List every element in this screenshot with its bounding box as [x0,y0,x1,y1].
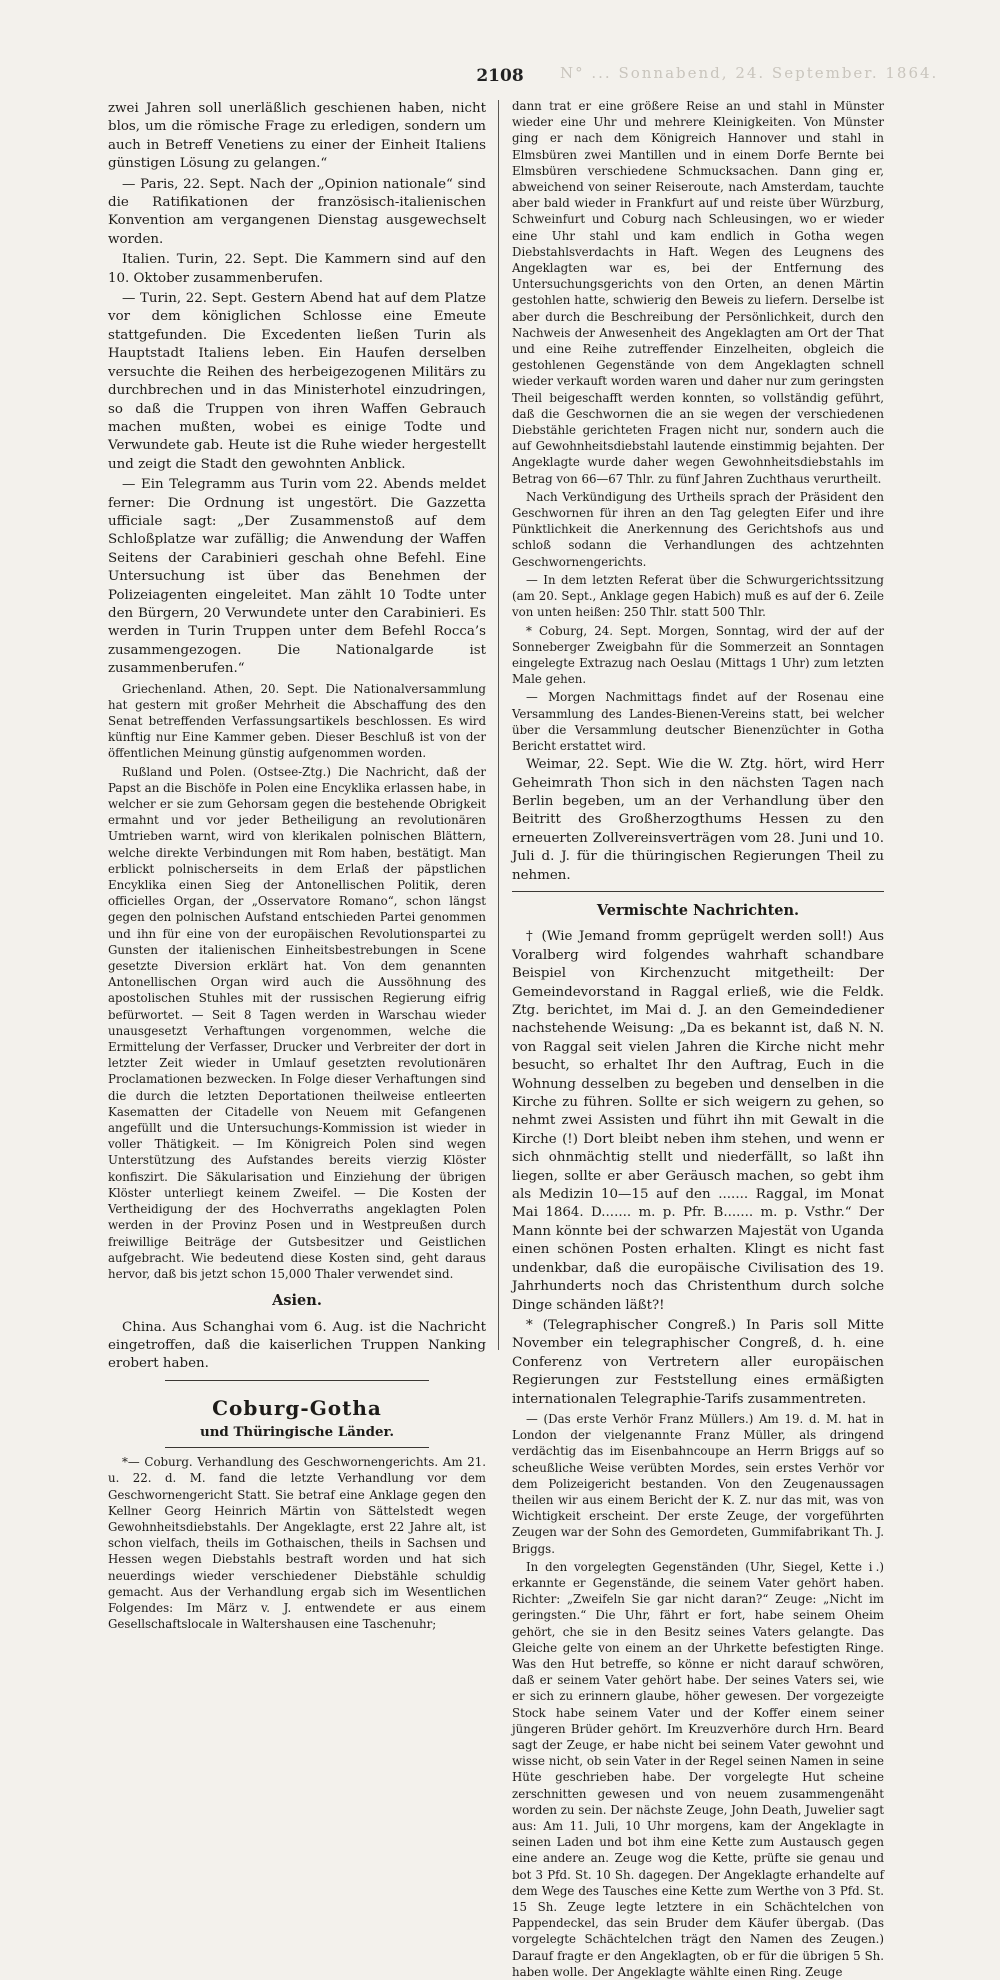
masthead-subtitle: und Thüringische Länder. [199,1423,395,1440]
article-bienen-verein: — Morgen Nachmittags findet auf der Rosenau eine Versammlung des Landes-Bienen-Vereins statt, bei welcher über die Versammlung deutscher Bienenzüchter in Gotha Bericht erstattet wird. [512,690,884,753]
article-raggal: † (Wie Jemand fromm geprügelt werden soll!) Aus Voralberg wird folgendes wahrhaft schandbare Beispiel von Kirchenzucht mitgetheilt: Der Gemeindevorstand in Raggal erließ, wie die Feldk. Ztg. berichtet, im Mai d. J. an den Gemeindediener nachstehende Weisung: „Da es bekannt ist, daß N. N. von Raggal seit vielen Jahren die Kirche nicht mehr besucht, so erhaltet Ihr den Auftrag, Euch in die Wohnung desselben zu begeben und denselben in die Kirche zu führen. Sollte er sich weigern zu gehen, so nehmt zwei Assisten und führt ihn mit Gewalt in die Kirche (!) Dort bleibt neben ihm stehen, und wenn er sich ohnmächtig stellt und niederfällt, so laßt ihn liegen, sollte er aber Geräusch machen, so gebt ihm als Medizin 10—15 auf den ....... Raggal, im Monat Mai 1864. D....... m. p. Pfr. B....... m. p. Vsthr.“ Der Mann könnte bei der schwarzen Majestät von Uganda einen schönen Posten erhalten. Klingt es nicht fast undenkbar, daß die europäische Civilisation des 19. Jahrhunderts noch das Christenthum durch solche Dinge schänden läßt?! [512,929,884,1313]
masthead-coburg-gotha: Coburg-Gotha [212,1395,382,1420]
section-heading-vermischte: Vermischte Nachrichten. [596,901,800,919]
divider [512,891,884,892]
article-coburg-court-cont: dann trat er eine größere Reise an und stahl in Münster wieder eine Uhr und mehrere Kleinigkeiten. Von Münster ging er nach dem Königreich Hannover und stahl in Elmsbüren zwei Mantillen und in einem Dorfe Bernte bei Elmsbüren verschiedene Schmucksachen. Dann ging er, abweichend von seiner Reiseroute, nach Amsterdam, tauchte aber bald wieder in Frankfurt auf und reiste über Würzburg, Schweinfurt und Coburg nach Schleusingen, wo er wieder eine Uhr stahl und kam endlich in Gotha wegen Diebstahlsverdachts in Haft. Wegen des Leugnens des Angeklagten war es, bei der Entfernung des Untersuchungsgerichts von den Orten, an denen Märtin gestohlen hatte, schwierig den Beweis zu liefern. Derselbe ist aber durch die Beschreibung der Persönlichkeit, durch den Nachweis der Anwesenheit des Angeklagten am Ort der That und eine Reihe zutreffender Einzelheiten, obgleich die gestohlenen Gegenstände von dem Angeklagten schnell wieder verkauft worden waren und daher nur zum geringsten Theil beigeschafft werden konnten, so vollständig geführt, daß die Geschwornen die an sie wegen der verschiedenen Diebstähle gerichteten Fragen nicht nur, sondern auch die auf Gewohnheitsdiebstahl lautende einstimmig bejahten. Der Angeklagte wurde daher wegen Gewohnheitsdiebstahls im Betrag von 66—67 Thlr. zu fünf Jahren Zuchthaus verurtheilt. [512,99,884,486]
article-turin: — Turin, 22. Sept. Gestern Abend hat auf dem Platze vor dem königlichen Schlosse eine Emeute stattgefunden. Die Excedenten ließen Turin als Hauptstadt Italiens leben. Ein Haufen derselben versuchte die Reihen des herbeigezogenen Militärs zu durchbrechen und in das Ministerhotel einzudringen, so daß die Truppen von ihren Waffen Gebrauch machen mußten, wobei es einige Todte und Verwundete gab. Heute ist die Ruhe wieder hergestellt und zeigt die Stadt den gewohnten Anblick. [108,291,486,472]
article-coburg-court: *— Coburg. Verhandlung des Geschwornengerichts. Am 21. u. 22. d. M. fand die letzte Verhandlung vor dem Geschwornengericht Statt. Sie betraf eine Anklage gegen den Kellner Georg Heinrich Märtin von Sättelstedt wegen Gewohnheitsdiebstahls. Der Angeklagte, erst 22 Jahre alt, ist schon vielfach, theils im Gothaischen, theils in Sachsen und Hessen wegen Diebstahls bestraft worden und hat sich neuerdings wieder verschiedener Diebstähle schuldig gemacht. Aus der Verhandlung ergab sich im Wesentlichen Folgendes: Im März v. J. entwendete er aus einem Gesellschaftslocale in Waltershausen eine Taschenuhr; [108,1455,486,1632]
column-rule [498,100,499,1350]
article-mueller-hearing: — (Das erste Verhör Franz Müllers.) Am 19. d. M. hat in London der vielgenannte Franz Müller, als dringend verdächtig das im Eisenbahncoupe an Herrn Briggs auf so scheußliche Weise verübten Mordes, sein erstes Verhör vor dem Polizeigericht bestanden. Von den Zeugenaussagen theilen wir aus einem Bericht der K. Z. nur das mit, was von Wichtigkeit erscheint. Der erste Zeuge, der vorgeführten Zeugen war der Sohn des Gemordeten, Gummifabrikant Th. J. Briggs. [512,1411,884,1556]
bleed-through-header: N° ... Sonnabend, 24. September. 1864. [560,64,939,82]
left-column [108,100,486,1632]
article-paris: — Paris, 22. Sept. Nach der „Opinion nationale“ sind die Ratifikationen der französisch-italienischen Konvention am vergangenen Dienstag ausgewechselt worden. [108,176,486,247]
section-heading-asien: Asien. [272,1292,322,1310]
article-turin-telegram: — Ein Telegramm aus Turin vom 22. Abends meldet ferner: Die Ordnung ist ungestört. Die Gazzetta ufficiale sagt: „Der Zusammenstoß auf dem Schloßplatze war zufällig; die Anwendung der Waffen Seitens der Carabinieri geschah ohne Befehl. Eine Untersuchung ist über das Benehmen der Polizeiagenten eingeleitet. Man zählt 10 Todte unter den Bürgern, 20 Verwundete unter den Carabinieri. Es werden in Turin Truppen unter dem Befehl Rocca’s zusammengezogen. Die Nationalgarde ist zusammenberufen.“ [108,477,486,677]
article-china: China. Aus Schanghai vom 6. Aug. ist die Nachricht eingetroffen, daß die kaiserlichen Truppen Nanking erobert haben. [108,1319,486,1372]
article-text: zwei Jahren soll unerläßlich geschienen haben, nicht blos, um die römische Frage zu erledigen, sondern um auch in Betreff Venetiens zu einer der Einheit Italiens günstigen Lösung zu gelangen.“ [108,101,486,172]
divider [165,1447,430,1448]
article-telegraph-congress: * (Telegraphischer Congreß.) In Paris soll Mitte November ein telegraphischer Congreß, d. h. eine Conferenz von Vertretern aller europäischen Regierungen zur Feststellung eines ermäßigten internationalen Telegraphie-Tarifs zusammentreten. [512,1317,884,1407]
article-coburg-train: * Coburg, 24. Sept. Morgen, Sonntag, wird der auf der Sonneberger Zweigbahn für die Sommerzeit an Sonntagen eingelegte Extrazug nach Oeslau (Mittags 1 Uhr) zum letzten Male gehen. [512,623,884,687]
article-correction: — In dem letzten Referat über die Schwurgerichtssitzung (am 20. Sept., Anklage gegen Habich) muß es auf der 6. Zeile von unten heißen: 250 Thlr. statt 500 Thlr. [512,572,884,620]
article-weimar: Weimar, 22. Sept. Wie die W. Ztg. hört, wird Herr Geheimrath Thon sich in den nächsten Tagen nach Berlin begeben, um an der Verhandlung über den Beitritt des Großherzogthums Hessen zu den erneuerten Zollvereinsverträgen vom 28. Juni und 10. Juli d. J. für die thüringischen Regierungen Theil zu nehmen. [512,757,884,883]
article-mueller-testimony: In den vorgelegten Gegenständen (Uhr, Siegel, Kette ⅰ.) erkannte er Gegenstände, die seinem Vater gehört haben. Richter: „Zweifeln Sie gar nicht daran?“ Zeuge: „Nicht im geringsten.“ Die Uhr, fährt er fort, habe seinem Oheim gehört, che sie in den Besitz seines Vaters gelangte. Das Gleiche gelte von einem an der Uhrkette befestigten Ringe. Was den Hut betreffe, so könne er nicht darauf schwören, daß er seinem Vater gehört habe. Der seines Vaters sei, wie er sich zu erinnern glaube, höher gewesen. Der vorgezeigte Stock habe seinem Vater und der Koffer einem seiner jüngeren Brüder gehört. Im Kreuzverhöre durch Hrn. Beard sagt der Zeuge, er habe nicht bei seinem Vater gewohnt und wisse nicht, ob sein Vater in der Regel seinen Namen in seine Hüte geschrieben habe. Der vorgelegte Hut scheine zerschnitten gewesen und von neuem zusammengenäht worden zu sein. Der nächste Zeuge, John Death, Juwelier sagt aus: Am 11. Juli, 10 Uhr morgens, kam der Angeklagte in seinen Laden und bot ihm eine Kette zum Austausch gegen eine andere an. Zeuge wog die Kette, prüfte sie genau und bot 3 Pfd. St. 10 Sh. dagegen. Der Angeklagte erhandelte auf dem Wege des Tausches eine Kette zum Werthe von 3 Pfd. St. 15 Sh. Zeuge legte letztere in ein Schächtelchen von Pappendeckel, das sein Bruder dem Käufer übergab. (Das vorgelegte Schächtelchen trägt den Namen des Zeugen.) Darauf fragte er den Angeklagten, ob er für die übrigen 5 Sh. haben wolle. Der Angeklagte wählte einen Ring. Zeuge [512,1559,884,1979]
article-griechenland: Griechenland. Athen, 20. Sept. Die Nationalversammlung hat gestern mit großer Mehrheit die Abschaffung des den Senat betreffenden Verfassungsartikels beschlossen. Es wird künftig nur Eine Kammer geben. Dieser Beschluß ist von der öffentlichen Meinung günstig aufgenommen worden. [108,681,486,761]
article-italien: Italien. Turin, 22. Sept. Die Kammern sind auf den 10. Oktober zusammenberufen. [108,252,486,286]
right-column [512,98,884,1979]
article-verdict: Nach Verkündigung des Urtheils sprach der Präsident den Geschwornen für ihren an den Tag gelegten Eifer und ihre Pünktlichkeit die Anerkennung des Gerichtshofs aus und schloß sodann die Verhandlungen des achtzehnten Geschwornengerichts. [512,489,884,569]
page-number: 2108 [476,66,524,86]
divider [165,1380,430,1381]
article-russland-polen: Rußland und Polen. (Ostsee-Ztg.) Die Nachricht, daß der Papst an die Bischöfe in Polen eine Encyklika erlassen habe, in welcher er sie zum Gehorsam gegen die bestehende Obrigkeit ermahnt und vor jeder Betheiligung an revolutionären Umtrieben warnt, wird von klerikalen polnischen Blättern, welche direkte Verbindungen mit Rom haben, bestätigt. Man erblickt polnischerseits in dem Erlaß der päpstlichen Encyklika einen Sieg der Antonellischen Politik, deren officielles Organ, der „Osservatore Romano“, schon längst gegen den polnischen Aufstand entschieden Partei genommen und ihn für eine von der europäischen Revolutionspartei zu Gunsten der italienischen Einheitsbestrebungen in Scene gesetzte Diversion erklärt hat. Von dem genannten Antonellischen Organ wird auch die Aussöhnung des apostolischen Stuhles mit der russischen Regierung eifrig befürwortet. — Seit 8 Tagen werden in Warschau wieder unausgesetzt Verhaftungen vorgenommen, welche die Ermittelung der Verfasser, Drucker und Verbreiter der dort in letzter Zeit wieder in Umlauf gesetzten revolutionären Proclamationen bezwecken. In Folge dieser Verhaftungen sind die durch die letzten Deportationen theilweise entleerten Kasematten der Citadelle von Neuem mit Gefangenen angefüllt und die Untersuchungs-Kommission ist wieder in voller Thätigkeit. — Im Königreich Polen sind wegen Unterstützung des Aufstandes bereits vierzig Klöster konfiszirt. Die Säkularisation und Einziehung der übrigen Klöster unterliegt keinem Zweifel. — Die Kosten der Vertheidigung der des Hochverraths angeklagten Polen werden in der Provinz Posen und in Westpreußen durch freiwillige Beiträge der Gutsbesitzer und Geistlichen aufgebracht. Wie bedeutend diese Kosten sind, geht daraus hervor, daß bis jetzt schon 15,000 Thaler verwendet sind. [108,764,486,1281]
